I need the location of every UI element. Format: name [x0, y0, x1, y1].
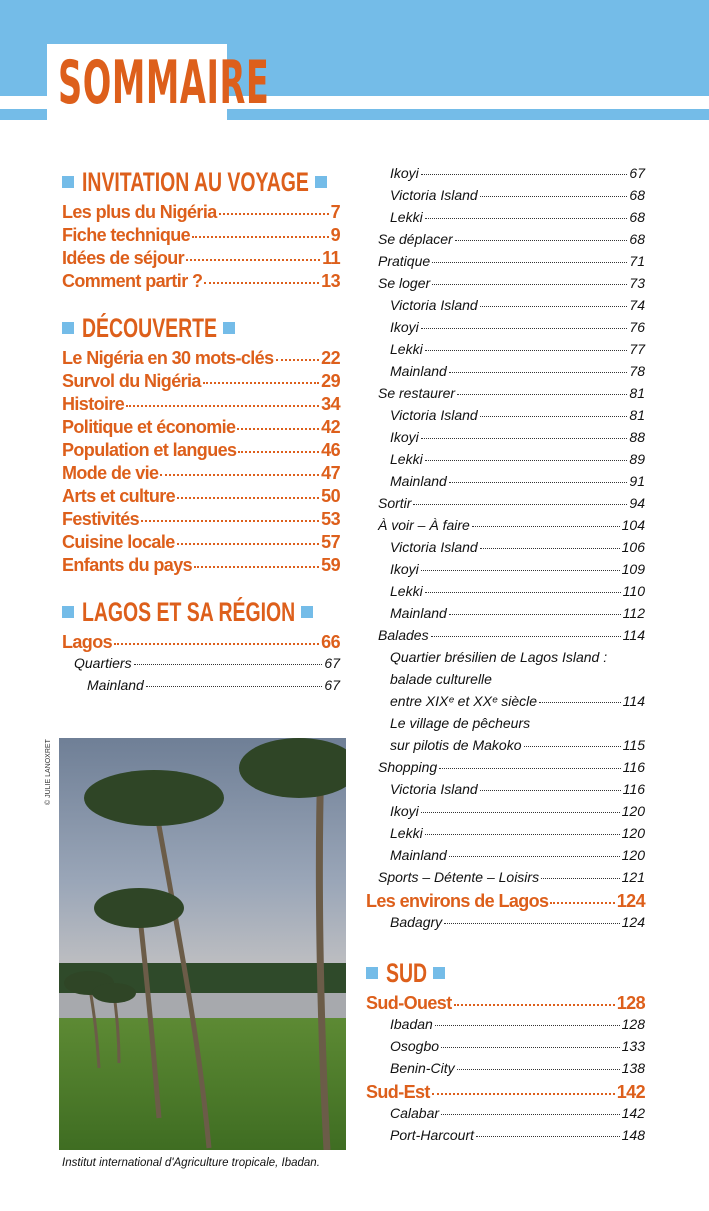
toc-entry-label: Mainland	[390, 473, 447, 489]
toc-entry-page: 68	[629, 187, 645, 203]
square-bullet-icon	[301, 606, 313, 618]
toc-entry-label: Idées de séjour	[62, 248, 185, 268]
toc-entry-lekki[interactable]	[366, 825, 645, 847]
dot-leader	[238, 451, 319, 453]
toc-entry-label: Ikoyi	[390, 165, 419, 181]
toc-entry-lekki[interactable]	[366, 583, 645, 605]
toc-entry-label: Lekki	[390, 583, 423, 599]
section-heading	[366, 956, 645, 990]
dot-leader	[421, 570, 620, 571]
dot-leader	[203, 382, 319, 384]
toc-entry-benin-city[interactable]	[366, 1060, 645, 1082]
dot-leader	[432, 1093, 615, 1095]
toc-entry-sortir[interactable]	[366, 495, 645, 517]
toc-entry-label: Pratique	[378, 253, 431, 269]
toc-entry-label: Quartiers	[74, 655, 132, 671]
toc-entry-label: Victoria Island	[390, 781, 478, 797]
toc-entry-label: Mainland	[390, 363, 447, 379]
toc-entry-label: Victoria Island	[390, 407, 478, 423]
dot-leader	[413, 504, 627, 505]
toc-entry-label: Se déplacer	[378, 231, 453, 247]
dot-leader	[421, 438, 628, 439]
dot-leader	[177, 497, 319, 499]
toc-entry-page: 50	[321, 486, 340, 506]
toc-entry-population-et-langues[interactable]	[62, 440, 340, 463]
toc-entry-mainland[interactable]	[366, 605, 645, 627]
dot-leader	[441, 1047, 620, 1048]
toc-entry-badagry[interactable]	[366, 914, 645, 936]
toc-entry-label: Victoria Island	[390, 187, 478, 203]
dot-leader	[432, 262, 627, 263]
dot-leader	[237, 428, 319, 430]
toc-entry-page: 53	[321, 509, 340, 529]
toc-entry-survol-du-nigeria[interactable]	[62, 371, 340, 394]
toc-entry-page: 120	[621, 825, 645, 841]
toc-entry-a-voir-a-faire[interactable]	[366, 517, 645, 539]
photo-credit: © JULIE LANOXRET	[45, 739, 52, 805]
dot-leader	[449, 482, 628, 483]
toc-entry-balades[interactable]	[366, 627, 645, 649]
toc-entry-page: 133	[621, 1038, 645, 1054]
toc-entry-label: Survol du Nigéria	[62, 371, 201, 391]
toc-entry-page: 76	[629, 319, 645, 335]
toc-entry-label: entre XIXᵉ et XXᵉ siècle	[390, 693, 538, 709]
dot-leader	[457, 394, 627, 395]
dot-leader	[276, 359, 320, 361]
dot-leader	[126, 405, 319, 407]
toc-entry-label: Arts et culture	[62, 486, 176, 506]
toc-entry-page: 81	[629, 385, 645, 401]
dot-leader	[431, 636, 621, 637]
toc-entry-calabar[interactable]	[366, 1105, 645, 1127]
dot-leader	[476, 1136, 620, 1137]
dot-leader	[524, 746, 621, 747]
toc-entry-mainland[interactable]	[62, 677, 340, 699]
square-bullet-icon	[366, 967, 378, 979]
toc-entry-cuisine-locale[interactable]	[62, 532, 340, 555]
toc-entry-mainland[interactable]	[366, 847, 645, 869]
toc-entry-page: 13	[321, 271, 340, 291]
toc-entry-label: Mainland	[390, 847, 447, 863]
toc-entry-page: 104	[621, 517, 645, 533]
dot-leader	[439, 768, 621, 769]
toc-entry-label: Enfants du pays	[62, 555, 193, 575]
toc-entry-mainland[interactable]	[366, 363, 645, 385]
dot-leader	[192, 236, 329, 238]
toc-entry-label: Mode de vie	[62, 463, 159, 483]
toc-entry-page: 89	[629, 451, 645, 467]
toc-entry-page: 116	[622, 759, 645, 775]
toc-entry-label: Lekki	[390, 209, 423, 225]
toc-entry-label: Se restaurer	[378, 385, 456, 401]
toc-entry-shopping[interactable]	[366, 759, 645, 781]
toc-entry-page: 77	[629, 341, 645, 357]
toc-entry-page: 67	[324, 677, 340, 693]
toc-entry-page: 67	[324, 655, 340, 671]
toc-entry-label: Victoria Island	[390, 297, 478, 313]
toc-entry-label: Ikoyi	[390, 429, 419, 445]
square-bullet-icon	[62, 176, 74, 188]
toc-entry-le-nigeria-en-30-mots-cles[interactable]	[62, 348, 340, 371]
toc-entry-quartier-bresilien-de-lagos-island[interactable]	[366, 649, 645, 671]
section-heading	[62, 311, 340, 345]
toc-entry-label: Quartier brésilien de Lagos Island :	[390, 649, 608, 665]
dot-leader	[455, 240, 628, 241]
toc-entry-label: Port-Harcourt	[390, 1127, 475, 1143]
toc-entry-osogbo[interactable]	[366, 1038, 645, 1060]
toc-entry-balade-culturelle[interactable]	[366, 671, 645, 693]
toc-entry-idees-de-sejour[interactable]	[62, 248, 340, 271]
toc-entry-label: Mainland	[87, 677, 144, 693]
toc-entry-page: 115	[622, 737, 645, 753]
toc-entry-label: sur pilotis de Makoko	[390, 737, 522, 753]
toc-entry-label: Sortir	[378, 495, 412, 511]
dot-leader	[425, 834, 620, 835]
dot-leader	[457, 1069, 620, 1070]
toc-entry-page: 106	[621, 539, 645, 555]
toc-entry-mainland[interactable]	[366, 473, 645, 495]
toc-entry-sud-ouest[interactable]	[366, 993, 645, 1016]
toc-entry-page: 138	[621, 1060, 645, 1076]
toc-entry-label: Fiche technique	[62, 225, 191, 245]
dot-leader	[480, 416, 628, 417]
toc-entry-sports-detente-loisirs[interactable]	[366, 869, 645, 891]
dot-leader	[472, 526, 620, 527]
square-bullet-icon	[223, 322, 235, 334]
toc-entry-mode-de-vie[interactable]	[62, 463, 340, 486]
dot-leader	[114, 643, 319, 645]
toc-entry-page: 109	[621, 561, 645, 577]
toc-entry-ikoyi[interactable]	[366, 319, 645, 341]
section-heading-text: DÉCOUVERTE	[82, 312, 218, 343]
toc-entry-label: Balades	[378, 627, 429, 643]
toc-entry-label: Comment partir ?	[62, 271, 203, 291]
toc-entry-label: Le Nigéria en 30 mots-clés	[62, 348, 274, 368]
dot-leader	[449, 614, 621, 615]
toc-entry-page: 88	[629, 429, 645, 445]
dot-leader	[444, 923, 619, 924]
dot-leader	[480, 306, 628, 307]
toc-entry-page: 121	[621, 869, 645, 885]
section-heading-text: SUD	[386, 957, 428, 988]
toc-entry-politique-et-economie[interactable]	[62, 417, 340, 440]
toc-entry-label: Le village de pêcheurs	[390, 715, 531, 731]
dot-leader	[425, 350, 628, 351]
toc-entry-page: 94	[629, 495, 645, 511]
toc-entry-page: 91	[629, 473, 645, 489]
toc-entry-comment-partir[interactable]	[62, 271, 340, 294]
toc-entry-label: Politique et économie	[62, 417, 236, 437]
toc-entry-page: 81	[629, 407, 645, 423]
toc-entry-ikoyi[interactable]	[366, 561, 645, 583]
toc-entry-sud-est[interactable]	[366, 1082, 645, 1105]
dot-leader	[435, 1025, 620, 1026]
dot-leader	[134, 664, 323, 665]
dot-leader	[480, 548, 620, 549]
dot-leader	[186, 259, 320, 261]
square-bullet-icon	[433, 967, 445, 979]
toc-entry-page: 116	[622, 781, 645, 797]
toc-entry-label: Lekki	[390, 825, 423, 841]
toc-entry-victoria-island[interactable]	[366, 781, 645, 803]
square-bullet-icon	[315, 176, 327, 188]
toc-entry-lekki[interactable]	[366, 209, 645, 231]
dot-leader	[141, 520, 319, 522]
toc-entry-page: 78	[629, 363, 645, 379]
toc-entry-page: 71	[629, 253, 645, 269]
toc-entry-label: Lekki	[390, 341, 423, 357]
page-title: SOMMAIRE	[58, 48, 270, 118]
toc-entry-page: 74	[629, 297, 645, 313]
toc-entry-se-restaurer[interactable]	[366, 385, 645, 407]
toc-entry-label: Calabar	[390, 1105, 440, 1121]
toc-entry-page: 128	[616, 993, 645, 1013]
toc-entry-les-plus-du-nigeria[interactable]	[62, 202, 340, 225]
dot-leader	[449, 372, 628, 373]
toc-entry-page: 66	[321, 632, 340, 652]
square-bullet-icon	[62, 606, 74, 618]
toc-entry-se-deplacer[interactable]	[366, 231, 645, 253]
toc-entry-label: Festivités	[62, 509, 140, 529]
toc-entry-label: Les environs de Lagos	[366, 891, 549, 911]
toc-entry-festivites[interactable]	[62, 509, 340, 532]
dot-leader	[432, 284, 627, 285]
toc-entry-page: 11	[322, 248, 340, 268]
toc-entry-page: 120	[621, 803, 645, 819]
toc-entry-fiche-technique[interactable]	[62, 225, 340, 248]
dot-leader	[421, 174, 628, 175]
toc-entry-page: 68	[629, 231, 645, 247]
toc-entry-se-loger[interactable]	[366, 275, 645, 297]
toc-entry-page: 110	[622, 583, 645, 599]
dot-leader	[160, 474, 319, 476]
toc-entry-page: 22	[321, 348, 340, 368]
toc-entry-entre-xix-et-xx-siecle[interactable]	[366, 693, 645, 715]
toc-entry-label: Badagry	[390, 914, 443, 930]
toc-entry-label: Sud-Ouest	[366, 993, 452, 1013]
toc-entry-label: Ikoyi	[390, 803, 419, 819]
toc-entry-port-harcourt[interactable]	[366, 1127, 645, 1149]
section-heading-text: INVITATION AU VOYAGE	[82, 166, 309, 197]
toc-entry-page: 120	[621, 847, 645, 863]
toc-entry-label: Benin-City	[390, 1060, 455, 1076]
dot-leader	[454, 1004, 615, 1006]
toc-entry-page: 112	[622, 605, 645, 621]
toc-entry-page: 142	[616, 1082, 645, 1102]
toc-entry-arts-et-culture[interactable]	[62, 486, 340, 509]
dot-leader	[449, 856, 620, 857]
toc-entry-victoria-island[interactable]	[366, 297, 645, 319]
toc-entry-label: Ikoyi	[390, 561, 419, 577]
toc-entry-page: 114	[622, 627, 645, 643]
dot-leader	[194, 566, 319, 568]
dot-leader	[550, 902, 614, 904]
toc-entry-label: Histoire	[62, 394, 125, 414]
toc-entry-label: À voir – À faire	[378, 517, 470, 533]
photo-caption: Institut international d'Agriculture tropicale, Ibadan.	[62, 1157, 320, 1169]
toc-entry-label: Shopping	[378, 759, 438, 775]
toc-entry-page: 142	[621, 1105, 645, 1121]
dot-leader	[421, 328, 628, 329]
toc-entry-label: Sud-Est	[366, 1082, 430, 1102]
toc-entry-ikoyi[interactable]	[366, 165, 645, 187]
dot-leader	[425, 218, 628, 219]
toc-entry-page: 34	[321, 394, 340, 414]
toc-entry-les-environs-de-lagos[interactable]	[366, 891, 645, 914]
toc-entry-victoria-island[interactable]	[366, 407, 645, 429]
dot-leader	[480, 196, 628, 197]
toc-entry-label: Cuisine locale	[62, 532, 175, 552]
toc-entry-ikoyi[interactable]	[366, 429, 645, 451]
toc-entry-label: balade culturelle	[390, 671, 492, 687]
toc-right-column	[366, 165, 645, 1149]
dot-leader	[204, 282, 319, 284]
toc-entry-label: Mainland	[390, 605, 447, 621]
toc-entry-label: Se loger	[378, 275, 431, 291]
toc-entry-page: 68	[629, 209, 645, 225]
toc-entry-quartiers[interactable]	[62, 655, 340, 677]
toc-entry-label: Osogbo	[390, 1038, 440, 1054]
toc-entry-sur-pilotis-de-makoko[interactable]	[366, 737, 645, 759]
toc-entry-victoria-island[interactable]	[366, 187, 645, 209]
toc-entry-le-village-de-pecheurs[interactable]	[366, 715, 645, 737]
dot-leader	[421, 812, 620, 813]
dot-leader	[539, 702, 621, 703]
toc-entry-label: Sports – Détente – Loisirs	[378, 869, 540, 885]
toc-entry-page: 57	[321, 532, 340, 552]
toc-entry-page: 73	[629, 275, 645, 291]
toc-entry-page: 67	[629, 165, 645, 181]
toc-entry-ikoyi[interactable]	[366, 803, 645, 825]
dot-leader	[177, 543, 320, 545]
toc-entry-page: 47	[321, 463, 340, 483]
toc-entry-label: Ikoyi	[390, 319, 419, 335]
square-bullet-icon	[62, 322, 74, 334]
toc-entry-pratique[interactable]	[366, 253, 645, 275]
toc-entry-page: 148	[621, 1127, 645, 1143]
toc-entry-lekki[interactable]	[366, 451, 645, 473]
section-heading	[62, 165, 340, 199]
dot-leader	[425, 592, 621, 593]
toc-entry-victoria-island[interactable]	[366, 539, 645, 561]
dot-leader	[480, 790, 621, 791]
toc-entry-page: 46	[321, 440, 340, 460]
toc-entry-page: 42	[321, 417, 340, 437]
toc-entry-lekki[interactable]	[366, 341, 645, 363]
toc-entry-page: 7	[330, 202, 340, 222]
dot-leader	[219, 213, 329, 215]
toc-entry-page: 59	[321, 555, 340, 575]
toc-entry-page: 124	[616, 891, 645, 911]
dot-leader	[541, 878, 620, 879]
dot-leader	[425, 460, 628, 461]
toc-entry-page: 128	[621, 1016, 645, 1032]
section-heading-text: LAGOS ET SA RÉGION	[82, 596, 296, 627]
toc-entry-page: 114	[622, 693, 645, 709]
toc-entry-label: Lagos	[62, 632, 113, 652]
toc-entry-label: Lekki	[390, 451, 423, 467]
section-heading	[62, 595, 340, 629]
toc-entry-lagos[interactable]	[62, 632, 340, 655]
dot-leader	[146, 686, 323, 687]
toc-entry-histoire[interactable]	[62, 394, 340, 417]
toc-entry-page: 124	[621, 914, 645, 930]
photo-palm-trees	[59, 738, 346, 1150]
toc-entry-label: Population et langues	[62, 440, 237, 460]
toc-left-column	[62, 165, 340, 699]
toc-entry-ibadan[interactable]	[366, 1016, 645, 1038]
toc-entry-enfants-du-pays[interactable]	[62, 555, 340, 578]
toc-entry-label: Victoria Island	[390, 539, 478, 555]
toc-entry-page: 9	[330, 225, 340, 245]
dot-leader	[441, 1114, 620, 1115]
toc-entry-label: Les plus du Nigéria	[62, 202, 217, 222]
toc-entry-page: 29	[321, 371, 340, 391]
toc-entry-label: Ibadan	[390, 1016, 433, 1032]
